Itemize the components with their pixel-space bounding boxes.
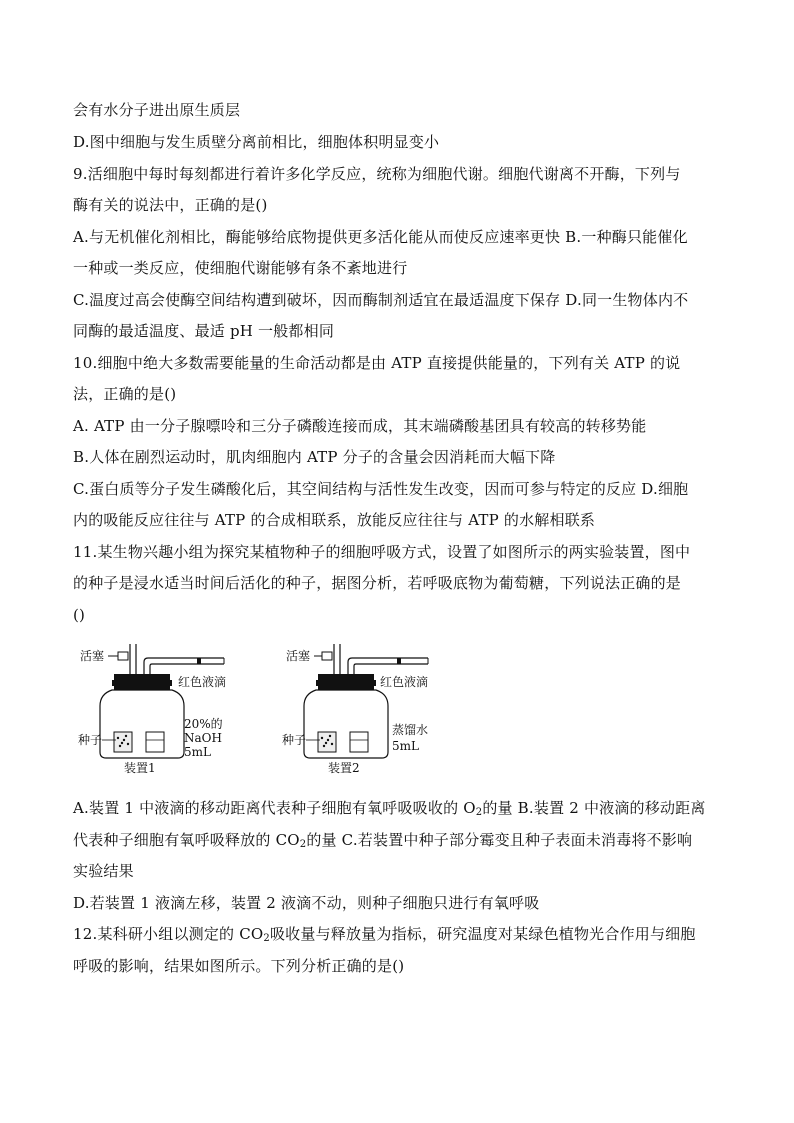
text-line: 呼吸的影响，结果如图所示。下列分析正确的是() [73,957,405,975]
text-line: 实验结果 [73,862,134,880]
solution-label: 5mL [184,745,211,759]
solution-label: 5mL [392,739,419,753]
valve-label: 活塞 [286,649,311,663]
text-fragment: 的量 B.装置 2 中液滴的移动距离 [482,799,706,817]
device-2 [282,644,428,775]
question-9-options: C.温度过高会使酶空间结构遭到破坏，因而酶制剂适宜在最适温度下保存 D.同一生物体内不 [73,291,689,309]
text-fragment: 代表种子细胞有氧呼吸释放的 CO [73,831,300,849]
question-10-option-a: A. ATP 由一分子腺嘌呤和三分子磷酸连接而成，其末端磷酸基团具有较高的转移势能 [73,417,647,435]
text-line: () [73,606,86,624]
question-11-options [73,798,733,818]
text-fragment: 的量 C.若装置中种子部分霉变且种子表面未消毒将不影响 [306,831,693,849]
text-line: 会有水分子进出原生质层 [73,101,241,119]
solution-label: 20%的 [184,717,223,731]
question-11-option-d: D.若装置 1 液滴左移，装置 2 液滴不动，则种子细胞只进行有氧呼吸 [73,894,540,912]
text-line: 同酶的最适温度、最适 pH 一般都相同 [73,322,335,340]
text-line: 酶有关的说法中，正确的是() [73,196,268,214]
text-line [73,830,733,850]
seed-label: 种子 [282,733,307,747]
droplet-label: 红色液滴 [178,675,227,689]
droplet-label: 红色液滴 [380,675,429,689]
question-12-stem [73,924,733,944]
text-fragment: A.装置 1 中液滴的移动距离代表种子细胞有氧呼吸吸收的 O [73,799,476,817]
subscript: 2 [299,839,307,850]
text-line: 的种子是浸水适当时间后活化的种子，据图分析，若呼吸底物为葡萄糖，下列说法正确的是 [73,574,682,592]
question-9-stem: 9.活细胞中每时每刻都进行着许多化学反应，统称为细胞代谢。细胞代谢离不开酶，下列与 [73,165,681,183]
question-10-option-b: B.人体在剧烈运动时，肌肉细胞内 ATP 分子的含量会因消耗而大幅下降 [73,448,556,466]
question-10-option-c: C.蛋白质等分子发生磷酸化后，其空间结构与活性发生改变，因而可参与特定的反应 D.细胞 [73,480,689,498]
seed-label: 种子 [78,733,103,747]
text-line: 法，正确的是() [73,385,177,403]
device-caption: 装置2 [328,761,360,775]
apparatus-diagram [78,640,478,780]
respiration-apparatus-figure [78,640,478,780]
question-11-stem: 11.某生物兴趣小组为探究某植物种子的细胞呼吸方式，设置了如图所示的两实验装置，图中 [73,543,691,561]
solution-label: NaOH [184,731,222,745]
solution-label: 蒸馏水 [392,723,429,737]
subscript: 2 [475,807,483,818]
device-1 [78,644,226,775]
question-10-stem: 10.细胞中绝大多数需要能量的生命活动都是由 ATP 直接提供能量的，下列有关 ATP 的说 [73,354,681,372]
text-fragment: 吸收量与释放量为指标，研究温度对某绿色植物光合作用与细胞 [269,925,696,943]
text-line: 内的吸能反应往往与 ATP 的合成相联系，放能反应往往与 ATP 的水解相联系 [73,511,596,529]
text-fragment: 12.某科研小组以测定的 CO [73,925,264,943]
question-9-options: A.与无机催化剂相比，酶能够给底物提供更多活化能从而使反应速率更快 B.一种酶只能催化 [73,228,688,246]
valve-label: 活塞 [80,649,105,663]
subscript: 2 [263,933,270,944]
text-line: D.图中细胞与发生质壁分离前相比，细胞体积明显变小 [73,133,440,151]
device-caption: 装置1 [124,761,156,775]
text-line: 一种或一类反应，使细胞代谢能够有条不紊地进行 [73,259,408,277]
